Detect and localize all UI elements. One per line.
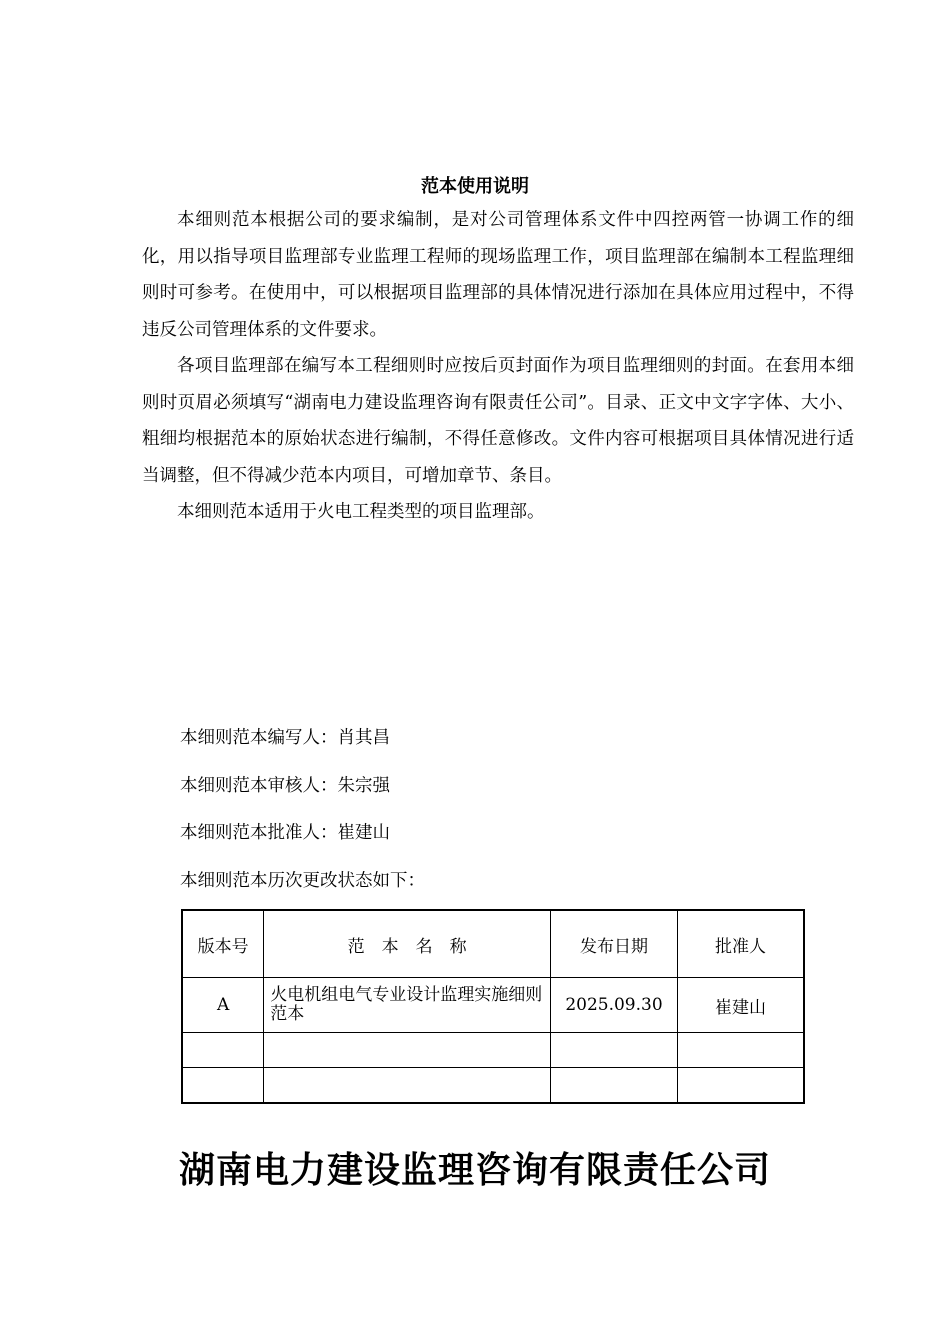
history-label: 本细则范本历次更改状态如下： [180,871,425,891]
cell-version [182,1033,264,1068]
paragraph-3: 本细则范本适用于火电工程类型的项目监理部。 [177,502,545,522]
cell-version [182,1068,264,1104]
writer-line: 本细则范本编写人：肖其昌 [180,728,390,748]
table-row [182,978,804,1033]
table-row [182,1033,804,1068]
cell-name [264,1068,551,1104]
table-header-row [182,910,804,978]
cell-approver [677,1033,804,1068]
cell-approver: 崔建山 [677,978,804,1033]
company-name: 湖南电力建设监理咨询有限责任公司 [178,1150,771,1191]
cell-date [551,1033,678,1068]
cell-date: 2025.09.30 [551,978,678,1033]
header-version: 版本号 [182,910,264,978]
paragraph-1: 本细则范本根据公司的要求编制，是对公司管理体系文件中四控两管一协调工作的细化，用以指导项目监理部专业监理工程师的现场监理工作，项目监理部在编制本工程监理细则时可参考。在使用中，可以根据项目监理部的具体情况进行添加在具体应用过程中，不得违反公司管理体系的文件要求。 [142,210,854,340]
page-title: 范本使用说明 [421,176,529,197]
header-date: 发布日期 [551,910,678,978]
instructions-body [142,202,854,531]
cell-name [264,1033,551,1068]
cell-version: A [182,978,264,1033]
reviewer-line: 本细则范本审核人：朱宗强 [180,776,390,796]
cell-approver [677,1068,804,1104]
cell-name: 火电机组电气专业设计监理实施细则范本 [264,978,551,1033]
revision-table [181,909,805,1104]
approver-line: 本细则范本批准人：崔建山 [180,823,390,843]
header-approver: 批准人 [677,910,804,978]
header-name: 范 本 名 称 [264,910,551,978]
cell-date [551,1068,678,1104]
table-row [182,1068,804,1104]
paragraph-2: 各项目监理部在编写本工程细则时应按后页封面作为项目监理细则的封面。在套用本细则时页眉必须填写“湖南电力建设监理咨询有限责任公司”。目录、正文中文字字体、大小、粗细均根据范本的原始状态进行编制，不得任意修改。文件内容可根据项目具体情况进行适当调整，但不得减少范本内项目，可增加章节、条目。 [142,356,854,486]
